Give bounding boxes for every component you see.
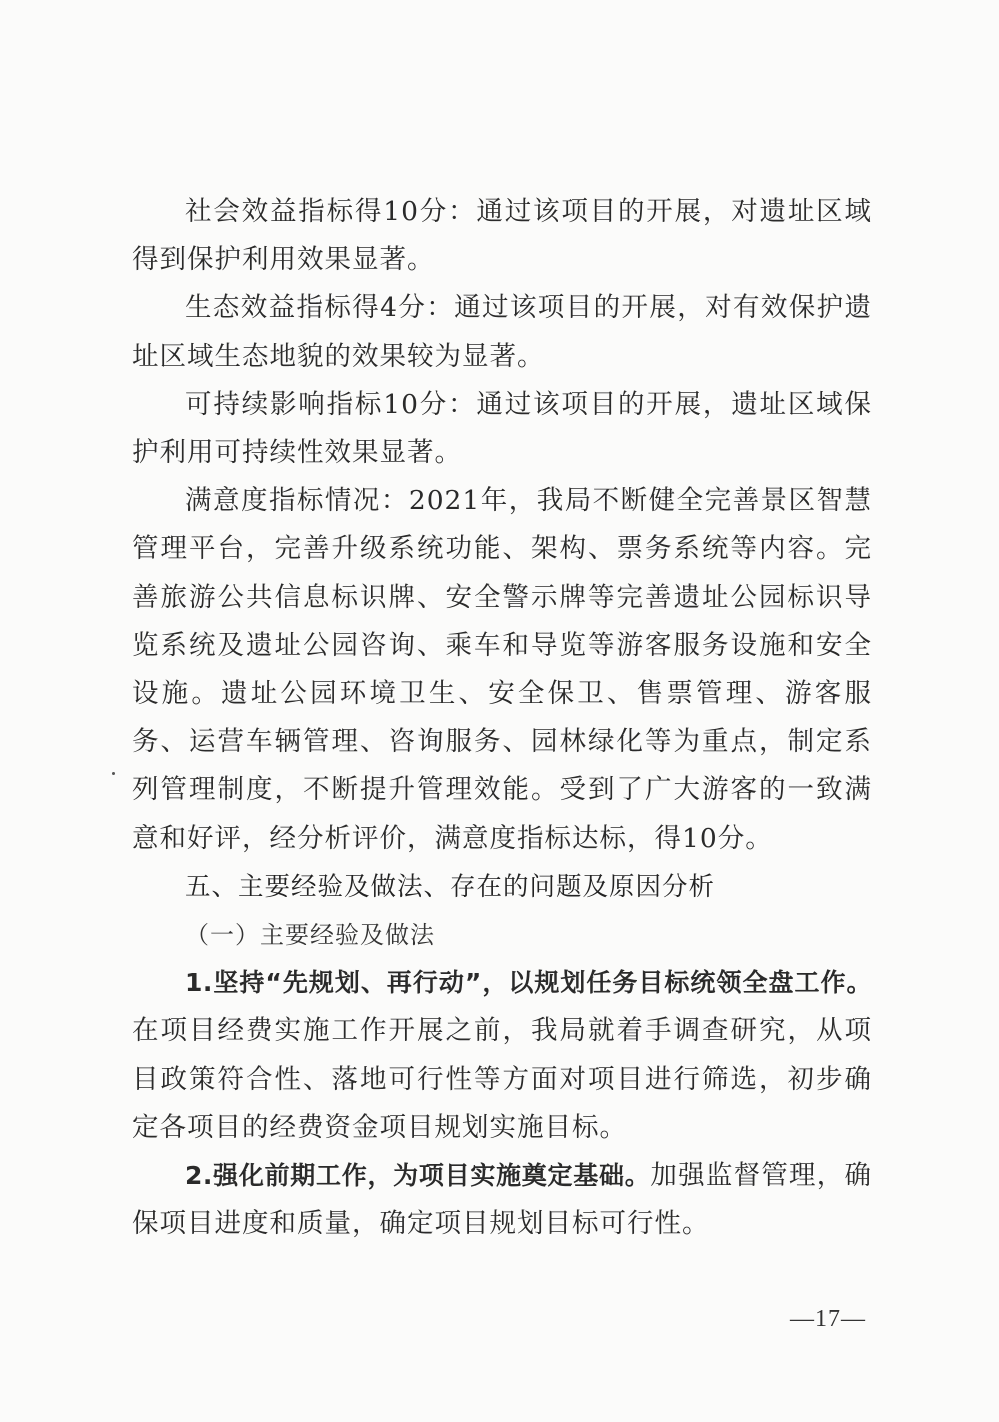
paragraph-text: 生态效益指标得4分：通过该项目的开展，对有效保护遗址区域生态地貌的效果较为显著。 (132, 292, 872, 372)
item-text: 加强监督管理，确保项目进度和质量，确定项目规划目标可行性。 (132, 1160, 872, 1240)
document-body (132, 188, 872, 1248)
paragraph-social-benefit (132, 188, 872, 284)
item-planning (132, 959, 872, 1152)
item-lead: 1.坚持“先规划、再行动”，以规划任务目标统领全盘工作。 (185, 968, 872, 998)
scan-speck (112, 772, 115, 775)
paragraph-text: 社会效益指标得10分：通过该项目的开展，对遗址区域得到保护利用效果显著。 (132, 196, 872, 276)
item-lead: 2.强化前期工作，为项目实施奠定基础。 (185, 1161, 651, 1191)
paragraph-ecological-benefit (132, 284, 872, 380)
paragraph-sustainability (132, 381, 872, 477)
item-text: 在项目经费实施工作开展之前，我局就着手调查研究，从项目政策符合性、落地可行性等方面对项目进行筛选，初步确定各项目的经费资金项目规划实施目标。 (132, 1015, 872, 1143)
paragraph-satisfaction (132, 477, 872, 863)
section-heading: 五、主要经验及做法、存在的问题及原因分析 (185, 871, 716, 902)
paragraph-text: 可持续影响指标10分：通过该项目的开展，遗址区域保护利用可持续性效果显著。 (132, 388, 872, 469)
page-number: —17— (790, 1306, 866, 1332)
paragraph-text: 满意度指标情况：2021年，我局不断健全完善景区智慧管理平台，完善升级系统功能、架构、票务系统等内容。完善旅游公共信息标识牌、安全警示牌等完善遗址公园标识导览系统及遗址公园咨询、乘车和导览等游客服务设施和安全设施。遗址公园环境卫生、安全保卫、售票管理、游客服务、运营车辆管理、咨询服务、园林绿化等为重点，制定系列管理制度，不断提升管理效能。受到了广大游客的一致满意和好评，经分析评价，满意度指标达标，得10分。 (132, 485, 872, 854)
item-preliminary-work (132, 1152, 872, 1248)
subsection-heading: （一）主要经验及做法 (185, 921, 435, 950)
